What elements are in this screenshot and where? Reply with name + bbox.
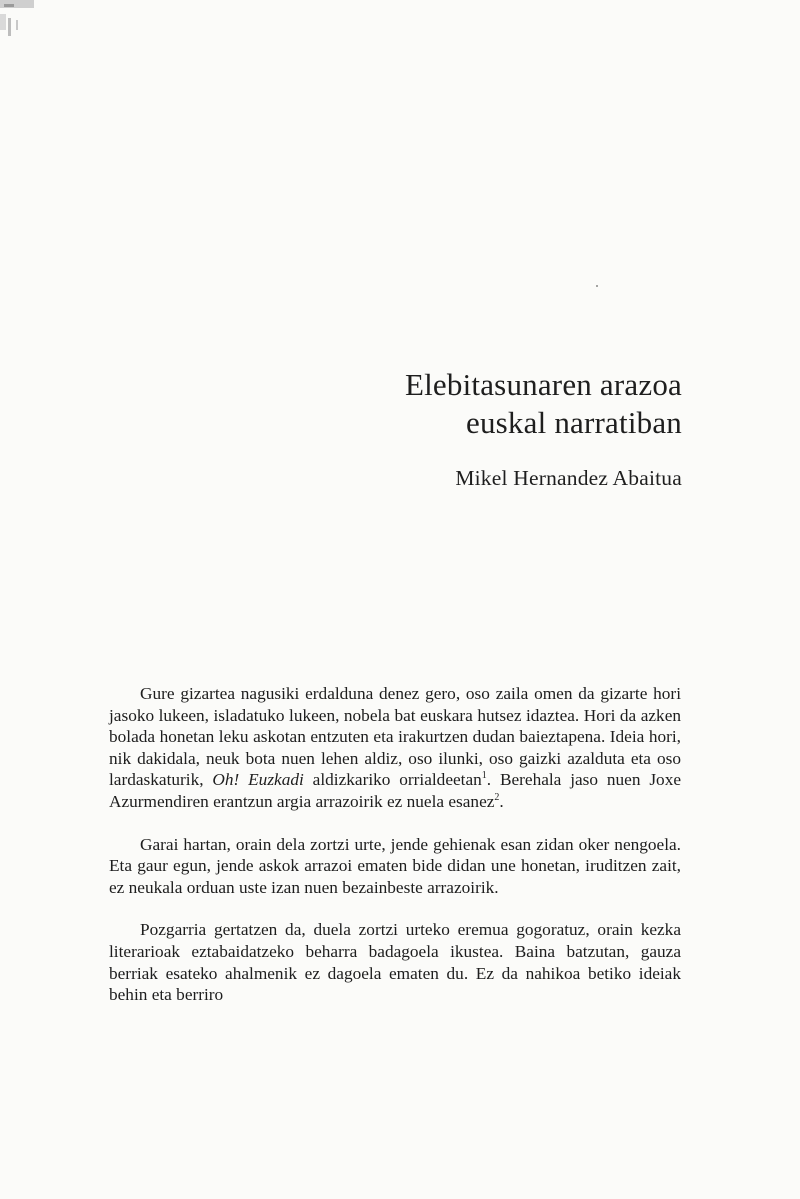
title-line-2: euskal narratiban xyxy=(466,405,682,440)
paragraph-2: Garai hartan, orain dela zortzi urte, jende gehienak esan zidan oker nengoela. Eta gaur egun, jende askok arrazoi ematen bide didan une honetan, iruditzen zait, ez neukala orduan uste izan nuen bezainbeste arrazoirik. xyxy=(109,834,681,897)
journal-title-italic: Oh! Euzkadi xyxy=(212,770,304,790)
paragraph-1-text-d: . xyxy=(499,791,504,811)
author-name: Mikel Hernandez Abaitua xyxy=(455,466,682,490)
scan-speck xyxy=(596,285,598,287)
article-title xyxy=(405,366,682,442)
footnote-ref-1: 1 xyxy=(481,770,487,782)
paragraph-3: Pozgarria gertatzen da, duela zortzi urteko eremua gogoratuz, orain kezka literarioak eztabaidatzeko beharra badagoela ikustea. Baina batzutan, gauza berriak esateko ahalmenik ez dagoela ematen du. Ez da nahikoa betiko ideiak behin eta berriro xyxy=(109,920,681,1005)
paragraph-1 xyxy=(109,683,681,813)
footnote-ref-2: 2 xyxy=(494,791,500,803)
paragraph-1-text-c: . Berehala jaso nuen Joxe Azurmendiren erantzun argia arrazoirik ez nuela esanez xyxy=(109,770,682,811)
title-line-1: Elebitasunaren arazoa xyxy=(404,367,682,402)
paragraph-1-text-b: aldizkariko orrialdeetan xyxy=(312,770,482,790)
paragraph-1-text-a: Gure gizartea nagusiki erdalduna denez gero, oso zaila omen da gizarte hori jasoko lukeen, isladatuko lukeen, nobela bat euskara hutsez idaztea. Hori da azken bolada honetan leku askotan entzuten eta irakurtzen dudan baieztapena. Ideia hori, nik dakidala, neuk bota nuen lehen aldiz, oso ilunki, oso gaizki azalduta eta oso lardaskaturik, xyxy=(109,684,681,790)
scan-corner-mark xyxy=(0,0,40,48)
article-body xyxy=(109,683,681,1006)
